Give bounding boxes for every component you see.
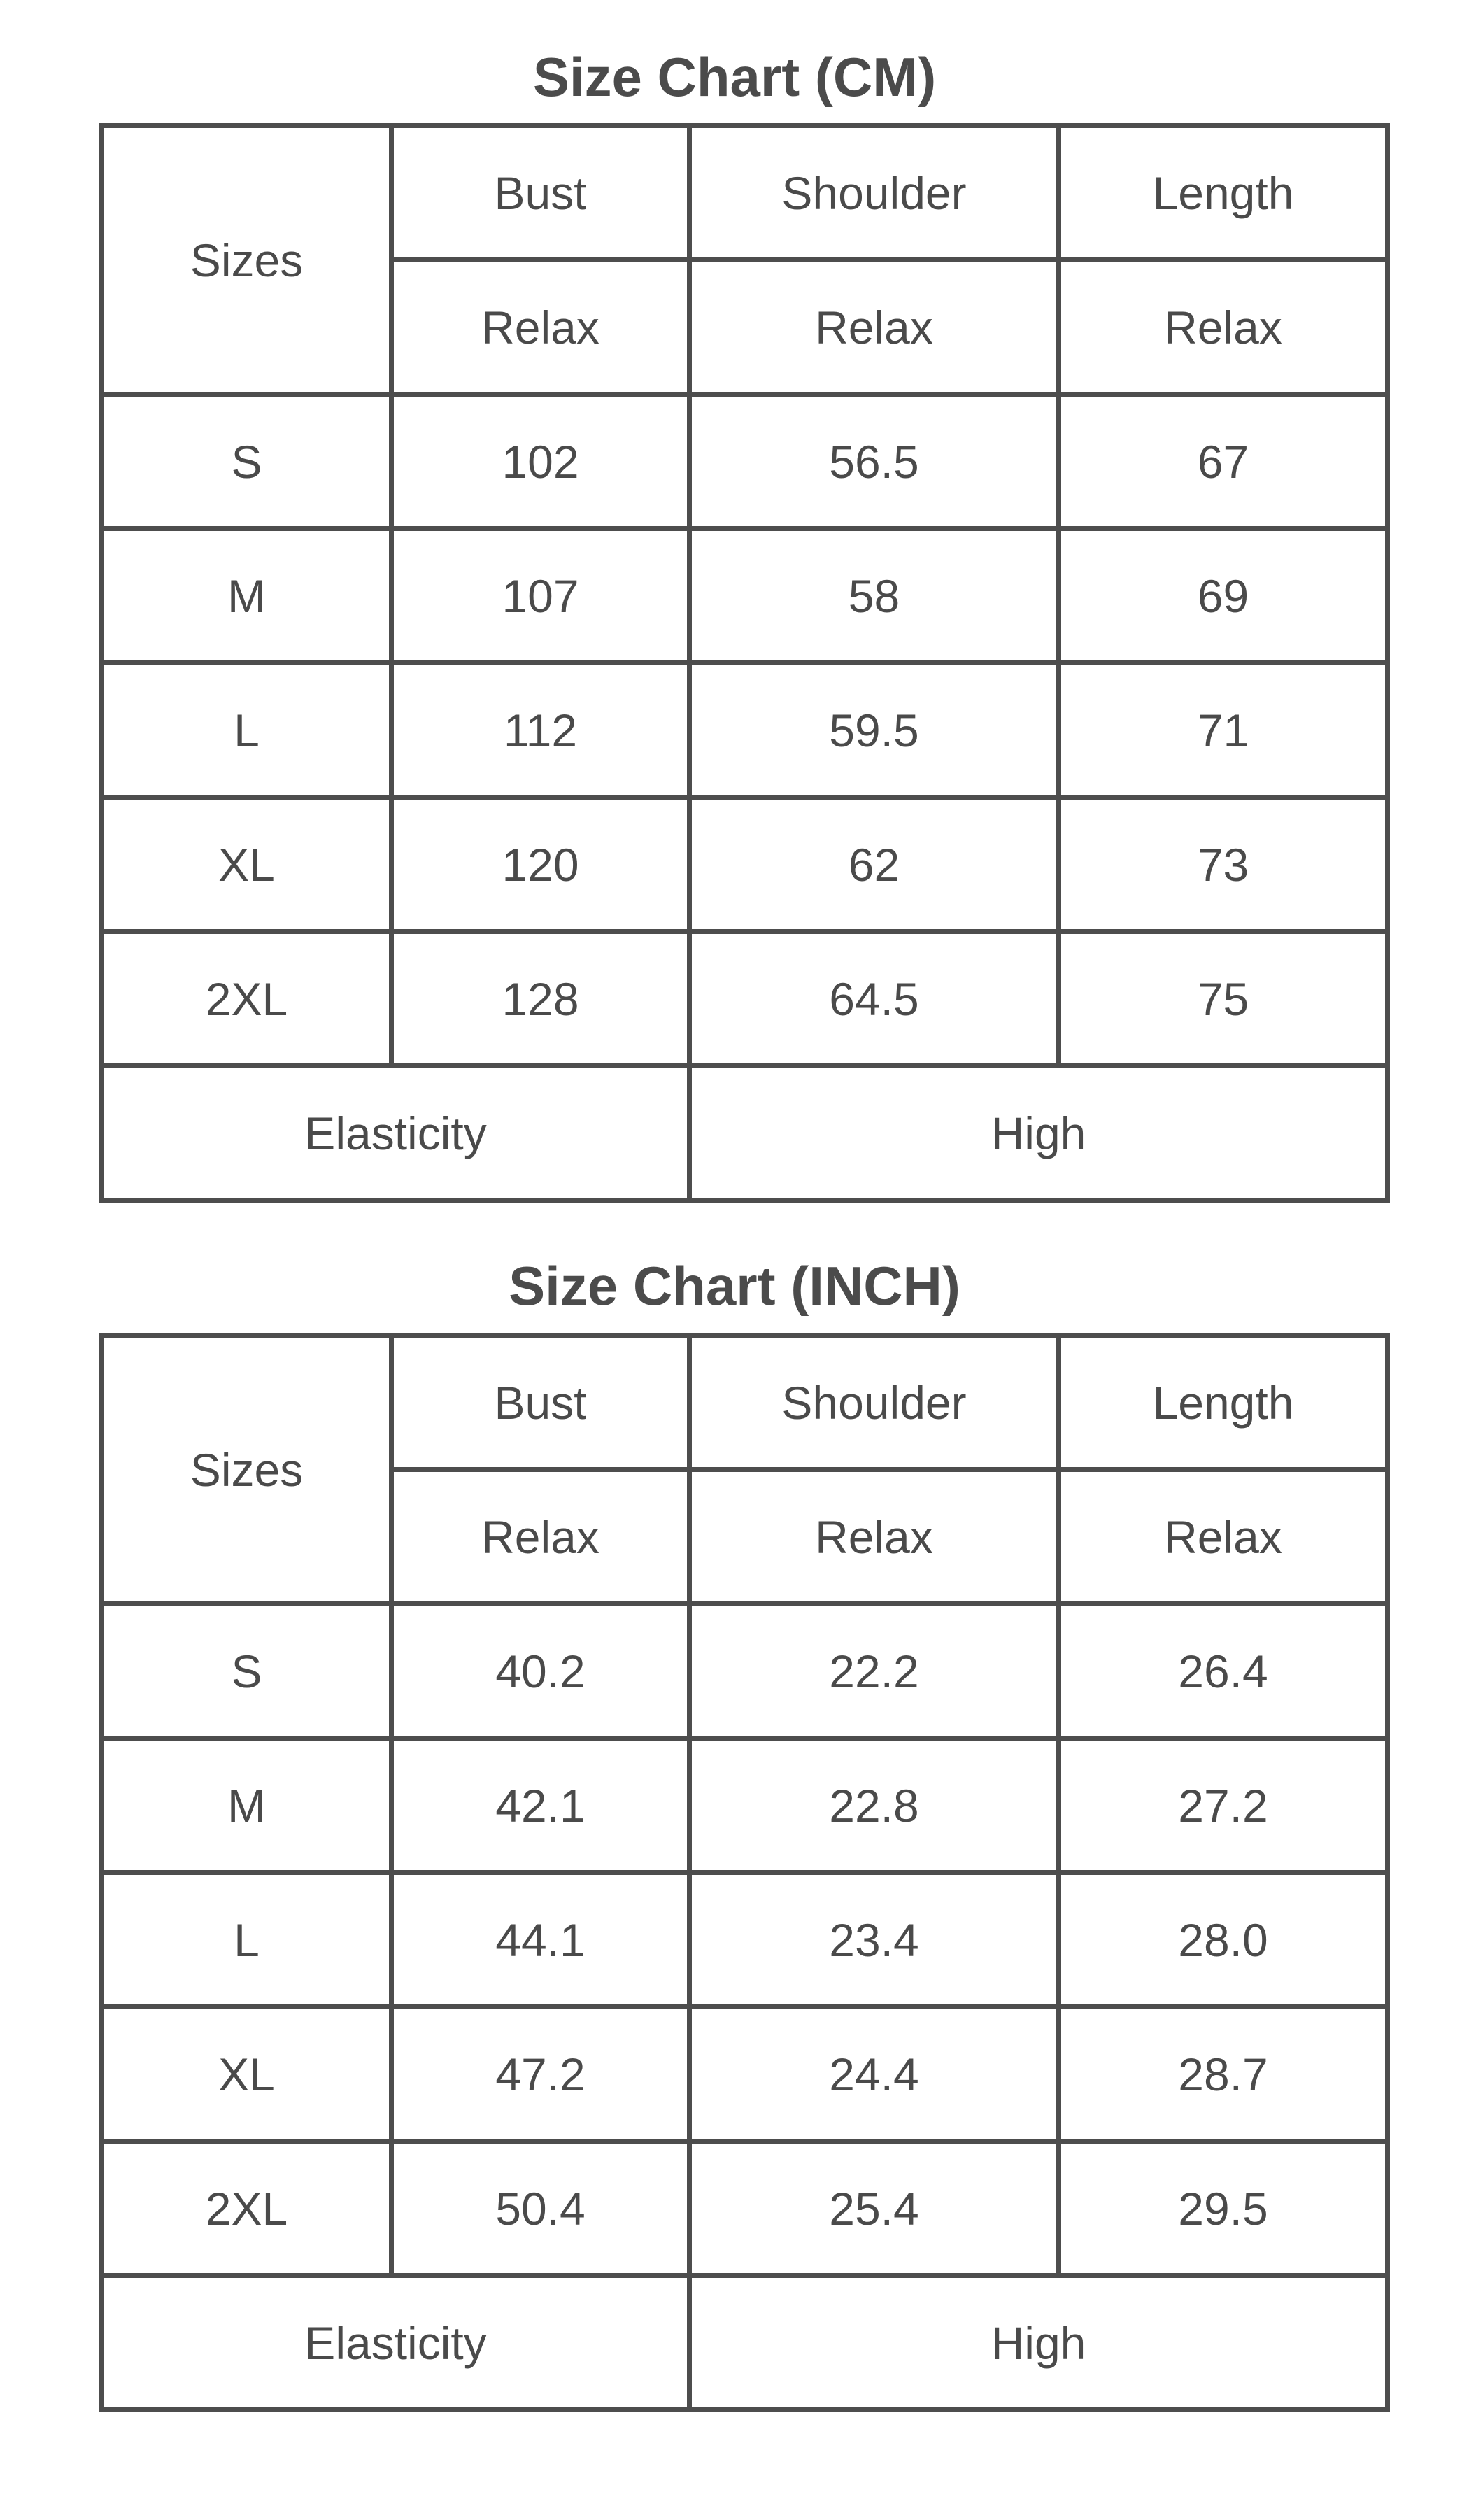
size-cell: L (102, 1873, 392, 2007)
shoulder-cell: 56.5 (690, 395, 1059, 529)
shoulder-cell: 24.4 (690, 2007, 1059, 2142)
bust-cell: 102 (392, 395, 690, 529)
shoulder-subheader: Relax (690, 1470, 1059, 1604)
table-row (102, 2142, 1388, 2276)
length-subheader: Relax (1059, 260, 1388, 395)
bust-cell: 128 (392, 932, 690, 1066)
sizes-header: Sizes (102, 1336, 392, 1604)
length-cell: 26.4 (1059, 1604, 1388, 1739)
length-header: Length (1059, 1336, 1388, 1470)
table-row (102, 1739, 1388, 1873)
elasticity-row (102, 2276, 1388, 2410)
length-header: Length (1059, 126, 1388, 260)
shoulder-cell: 22.8 (690, 1739, 1059, 1873)
size-chart-inch-table (99, 1333, 1390, 2412)
length-cell: 28.0 (1059, 1873, 1388, 2007)
size-cell: L (102, 663, 392, 798)
bust-cell: 120 (392, 798, 690, 932)
table-row (102, 1604, 1388, 1739)
bust-header: Bust (392, 1336, 690, 1470)
size-cell: S (102, 1604, 392, 1739)
bust-cell: 40.2 (392, 1604, 690, 1739)
elasticity-label: Elasticity (102, 1066, 690, 1201)
size-cell: M (102, 1739, 392, 1873)
shoulder-cell: 58 (690, 529, 1059, 663)
table-row (102, 2007, 1388, 2142)
length-cell: 75 (1059, 932, 1388, 1066)
length-cell: 69 (1059, 529, 1388, 663)
table-row (102, 395, 1388, 529)
elasticity-value: High (690, 1066, 1388, 1201)
bust-subheader: Relax (392, 260, 690, 395)
table-row (102, 663, 1388, 798)
size-cell: 2XL (102, 932, 392, 1066)
elasticity-label: Elasticity (102, 2276, 690, 2410)
elasticity-value: High (690, 2276, 1388, 2410)
shoulder-cell: 59.5 (690, 663, 1059, 798)
length-cell: 67 (1059, 395, 1388, 529)
bust-header: Bust (392, 126, 690, 260)
length-cell: 71 (1059, 663, 1388, 798)
size-cell: M (102, 529, 392, 663)
table-row (102, 798, 1388, 932)
sizes-header: Sizes (102, 126, 392, 395)
elasticity-row (102, 1066, 1388, 1201)
bust-subheader: Relax (392, 1470, 690, 1604)
length-cell: 73 (1059, 798, 1388, 932)
size-chart-inch-title: Size Chart (INCH) (509, 1255, 960, 1317)
shoulder-cell: 62 (690, 798, 1059, 932)
length-cell: 29.5 (1059, 2142, 1388, 2276)
table-row (102, 1873, 1388, 2007)
bust-cell: 47.2 (392, 2007, 690, 2142)
size-cell: XL (102, 2007, 392, 2142)
shoulder-header: Shoulder (690, 1336, 1059, 1470)
size-cell: S (102, 395, 392, 529)
shoulder-header: Shoulder (690, 126, 1059, 260)
size-chart-cm-body (102, 126, 1388, 1201)
table-header-row (102, 126, 1388, 260)
shoulder-cell: 25.4 (690, 2142, 1059, 2276)
size-chart-cm-table (99, 123, 1390, 1203)
bust-cell: 112 (392, 663, 690, 798)
bust-cell: 44.1 (392, 1873, 690, 2007)
table-header-row (102, 1336, 1388, 1470)
length-subheader: Relax (1059, 1470, 1388, 1604)
size-chart-cm-title: Size Chart (CM) (532, 46, 937, 108)
length-cell: 28.7 (1059, 2007, 1388, 2142)
shoulder-cell: 23.4 (690, 1873, 1059, 2007)
table-row (102, 529, 1388, 663)
table-row (102, 932, 1388, 1066)
size-chart-inch-body (102, 1336, 1388, 2410)
bust-cell: 50.4 (392, 2142, 690, 2276)
size-cell: XL (102, 798, 392, 932)
bust-cell: 107 (392, 529, 690, 663)
shoulder-cell: 64.5 (690, 932, 1059, 1066)
bust-cell: 42.1 (392, 1739, 690, 1873)
shoulder-cell: 22.2 (690, 1604, 1059, 1739)
shoulder-subheader: Relax (690, 260, 1059, 395)
size-cell: 2XL (102, 2142, 392, 2276)
length-cell: 27.2 (1059, 1739, 1388, 1873)
